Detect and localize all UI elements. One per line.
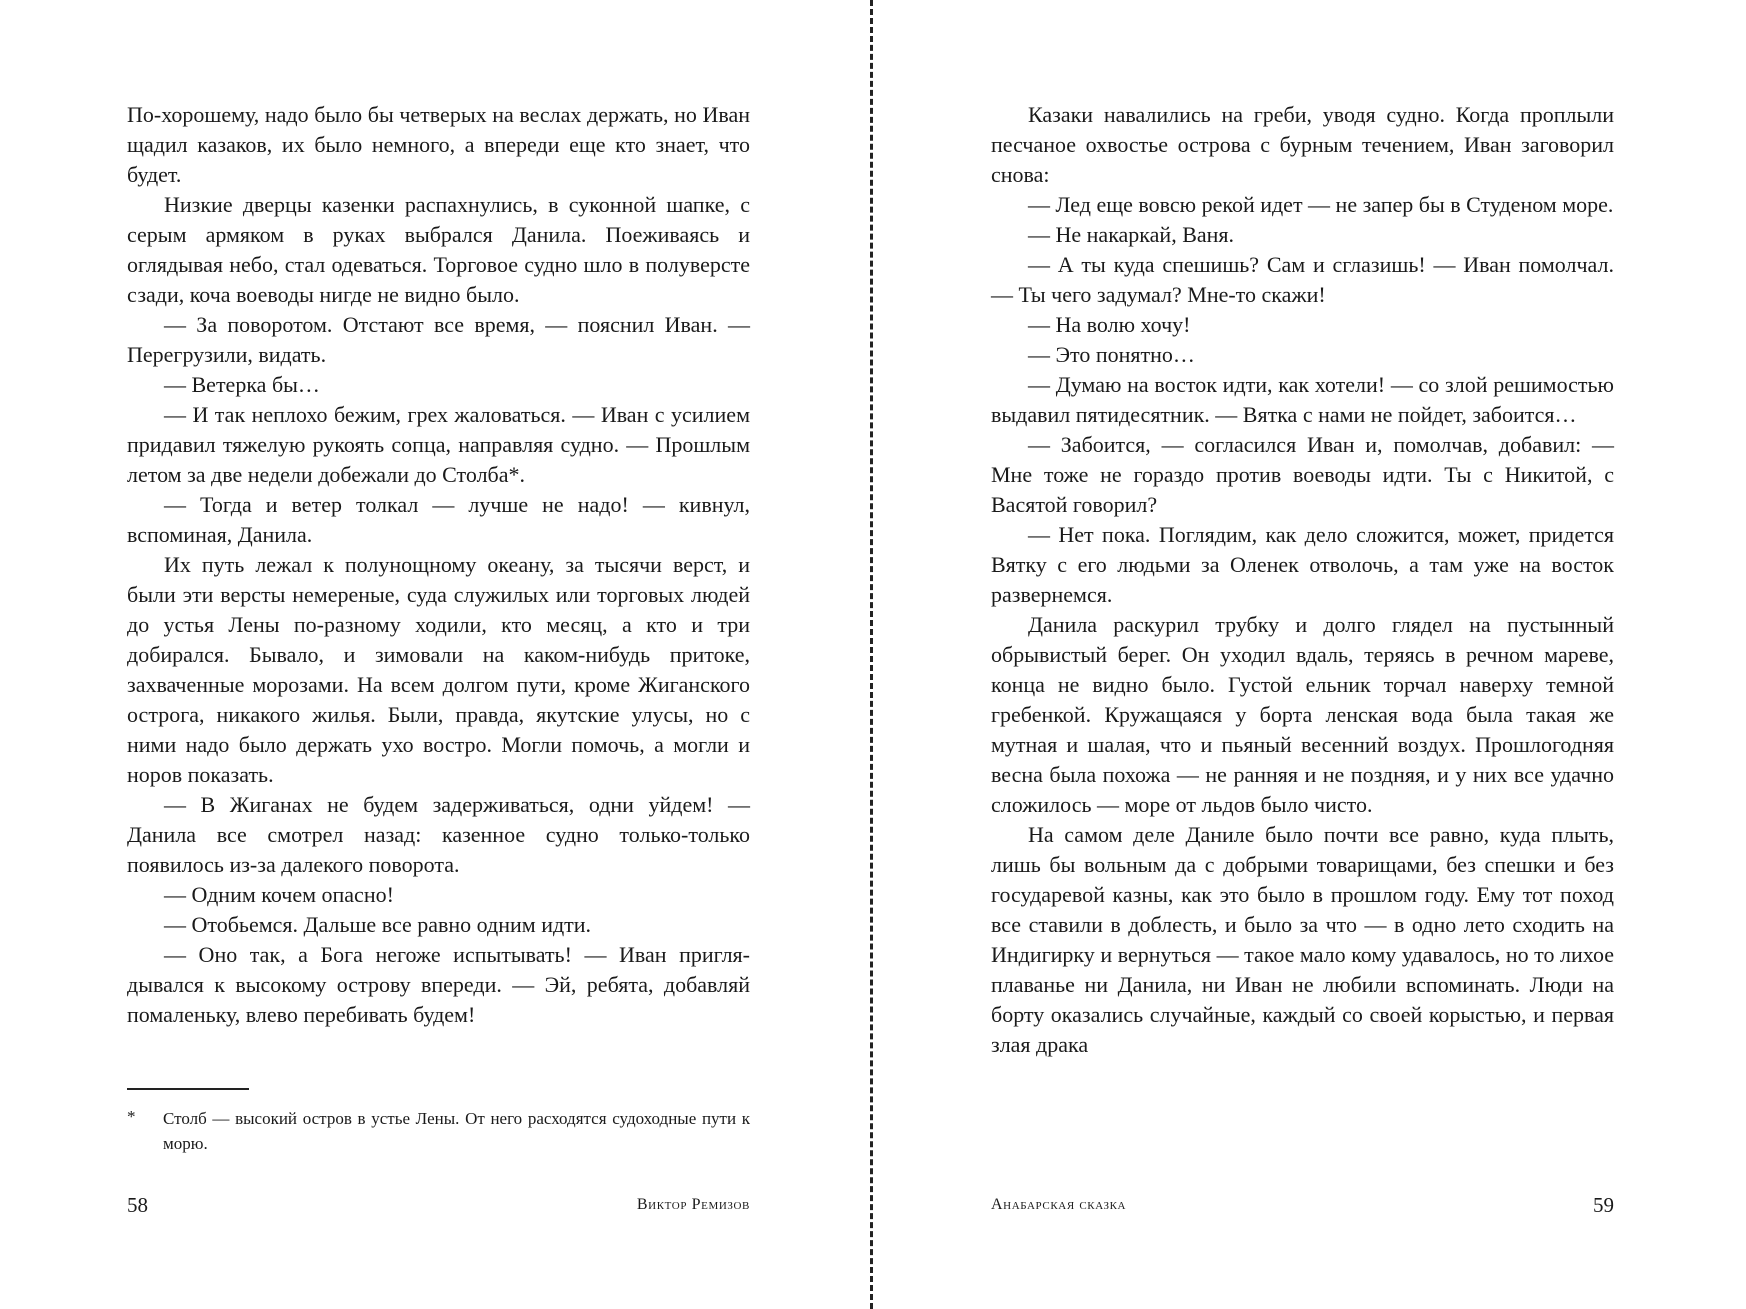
paragraph: — Оно так, а Бога негоже испытывать! — Иван приглядывался к высокому острову впереди. — Эй, ребята, добавляй помаленьку, влево перебивать будем! [127,942,750,1027]
paragraph: Казаки навалились на греби, уводя судно. Когда проплыли песчаное охвостье острова с бурным течением, Иван заговорил снова: [991,102,1614,187]
page-spine-divider [870,0,873,1309]
author-name: Виктор Ремизов [636,1196,750,1213]
paragraph: — Лед еще вовсю рекой идет — не запер бы в Студеном море. [1028,192,1614,217]
right-page [874,0,1746,1309]
paragraph: — На волю хочу! [1028,312,1191,337]
footnote-mark: * [127,1107,136,1126]
left-page-footer [127,1190,750,1220]
right-page-footer [991,1190,1614,1220]
paragraph: — Не накаркай, Ваня. [1028,222,1235,247]
book-title: Анабарская сказка [991,1196,1127,1213]
paragraph: — Одним кочем опасно! [164,882,394,907]
paragraph: — Забоится, — согласился Иван и, помолчав, добавил: — Мне тоже не гораздо против воеводы идти. Ты с Никитой, с Васятой говорил? [991,432,1614,517]
paragraph: — И так неплохо бежим, грех жаловаться. — Иван с усилием придавил тяжелую рукоять сопца, направляя судно. — Прошлым летом за две недели добежали до Столба*. [127,402,750,487]
left-page [0,0,872,1309]
page-number: 59 [1593,1193,1614,1217]
paragraph: — Это понятно… [1028,342,1195,367]
paragraph: — А ты куда спешишь? Сам и сглазишь! — Иван помолчал. — Ты чего задумал? Мне-то скажи! [991,252,1614,307]
paragraph: — Ветерка бы… [164,372,320,397]
page-number: 58 [127,1193,148,1217]
paragraph: — Тогда и ветер толкал — лучше не надо! — кивнул, вспоминая, Данила. [127,492,750,547]
paragraph: Низкие дверцы казенки распахнулись, в суконной шапке, с серым армяком в руках выбрался Данила. Поеживаясь и оглядывая небо, стал одеваться. Торговое судно шло в полуверсте сзади, коча воеводы нигде не видно было. [127,192,750,307]
paragraph: — В Жиганах не будем задерживаться, одни уйдем! — Данила все смотрел назад: казенное судно только-только появилось из-за далекого поворота. [127,792,750,877]
paragraph: На самом деле Даниле было почти все равно, куда плыть, лишь бы вольным да с добрыми товарищами, без спешки и без государевой казны, как это было в прошлом году. Ему тот поход все ставили в доблесть, и было за что — в одно лето сходить на Индигирку и вернуться — такое мало кому удавалось, но то лихое плаванье ни Данила, ни Иван не любили вспоминать. Люди на борту оказались случайные, каждый со своей корыстью, и первая злая драка [991,822,1614,1057]
paragraph: Их путь лежал к полунощному океану, за тысячи верст, и были эти версты немереные, суда служилых или торговых людей до устья Лены по-разному ходили, кто месяц, а кто и три добирался. Бывало, и зимовали на каком-нибудь притоке, захваченные морозами. На всем долгом пути, кроме Жиганского острога, никакого жилья. Были, правда, якутские улусы, но с ними надо было держать ухо востро. Могли помочь, а могли и норов показать. [127,552,750,787]
paragraph: По-хорошему, надо было бы четверых на веслах держать, но Иван щадил казаков, их было немного, а впереди еще кто знает, что будет. [127,102,750,187]
left-page-text [127,100,750,1030]
paragraph: — Отобьемся. Дальше все равно одним идти. [164,912,592,937]
footnote [127,1106,750,1156]
paragraph: Данила раскурил трубку и долго глядел на пустынный обрывистый берег. Он уходил вдаль, теряясь в речном мареве, конца не видно было. Густой ельник торчал наверху темной гребенкой. Кружащаяся у борта ленская вода была такая же мутная и шалая, что и пьяный весенний воздух. Прошлогодняя весна была похожа — не ранняя и не поздняя, и у них все удачно сложилось — море от льдов было чисто. [991,612,1614,817]
paragraph: — Думаю на восток идти, как хотели! — со злой решимостью выдавил пятидесятник. — Вятка с нами не пойдет, забоится… [991,372,1614,427]
paragraph: — За поворотом. Отстают все время, — пояснил Иван. — Перегрузили, видать. [127,312,750,367]
paragraph: — Нет пока. Поглядим, как дело сложится, может, придется Вятку с его людьми за Оленек отволочь, а там уже на восток развернемся. [991,522,1614,607]
footnote-text: Столб — высокий остров в устье Лены. От него расходятся судоходные пути к морю. [163,1109,750,1153]
footnote-divider [127,1088,249,1090]
right-page-text [991,100,1614,1060]
